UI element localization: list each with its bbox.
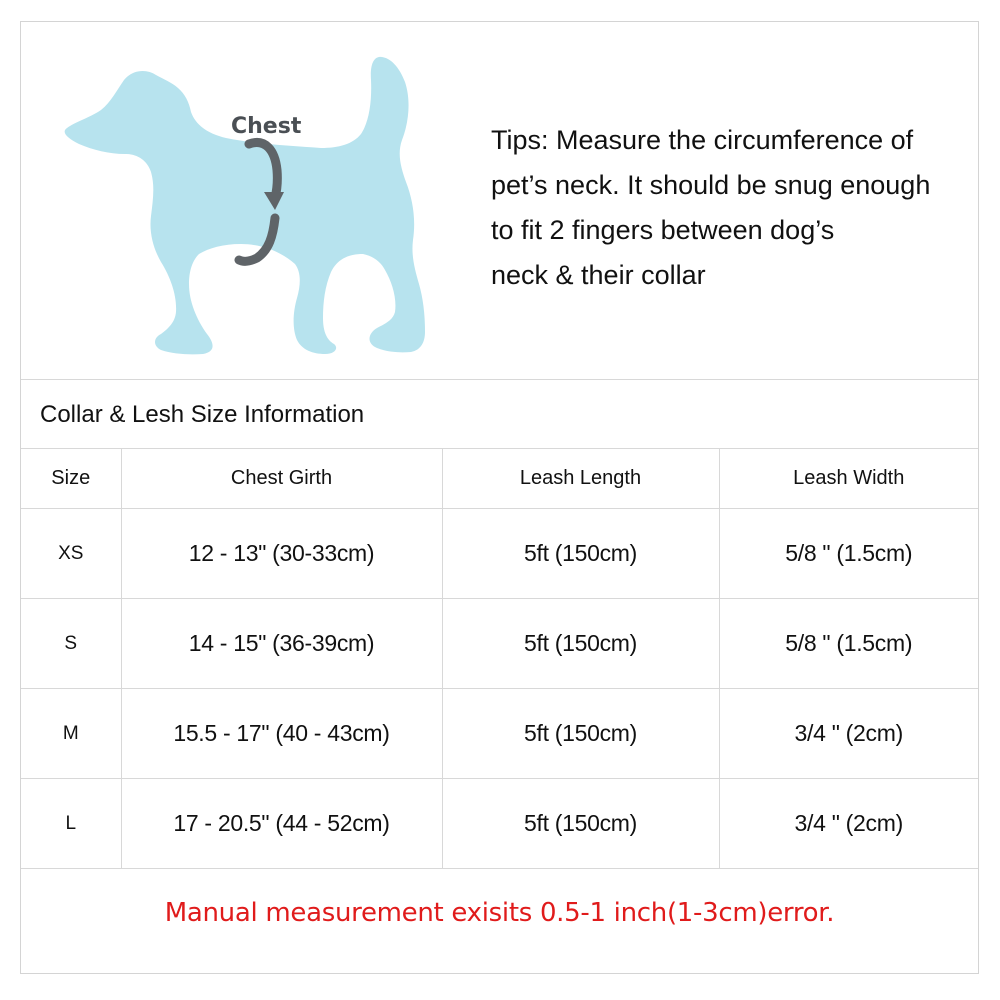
table-row [21,779,978,869]
measurement-error-note: Manual measurement exisits 0.5-1 inch(1-3cm)error. [164,898,835,928]
tips-text [491,118,971,298]
tips-line-4: neck & their collar [491,260,706,290]
leash-width-cell: 3/4 " (2cm) [719,689,978,779]
illustration-section [21,22,978,380]
leash-width-cell: 5/8 " (1.5cm) [719,599,978,689]
leash-length-cell: 5ft (150cm) [442,779,719,869]
tips-line-1: Tips: Measure the circumference of [491,125,914,155]
dog-body [65,57,425,354]
tips-line-3: to fit 2 fingers between dog’s [491,215,835,245]
section-title-text: Collar & Lesh Size Information [40,401,365,428]
leash-length-cell: 5ft (150cm) [442,599,719,689]
chest-girth-cell: 12 - 13" (30-33cm) [121,509,442,599]
leash-length-cell: 5ft (150cm) [442,689,719,779]
section-title [21,379,978,449]
size-cell: XS [21,509,121,599]
table-row [21,599,978,689]
size-cell: M [21,689,121,779]
tips-line-2: pet’s neck. It should be snug enough [491,170,931,200]
dog-silhouette-icon [21,22,491,379]
size-table [21,449,978,869]
header-leash-width: Leash Width [719,449,978,509]
table-row [21,509,978,599]
table-header-row [21,449,978,509]
header-size: Size [21,449,121,509]
header-leash-length: Leash Length [442,449,719,509]
leash-width-cell: 5/8 " (1.5cm) [719,509,978,599]
leash-width-cell: 3/4 " (2cm) [719,779,978,869]
chest-girth-cell: 15.5 - 17" (40 - 43cm) [121,689,442,779]
size-chart-card [20,21,979,974]
header-chest-girth: Chest Girth [121,449,442,509]
chest-label: Chest [231,114,302,139]
chest-girth-cell: 14 - 15" (36-39cm) [121,599,442,689]
chest-girth-cell: 17 - 20.5" (44 - 52cm) [121,779,442,869]
size-cell: L [21,779,121,869]
size-cell: S [21,599,121,689]
table-row [21,689,978,779]
leash-length-cell: 5ft (150cm) [442,509,719,599]
